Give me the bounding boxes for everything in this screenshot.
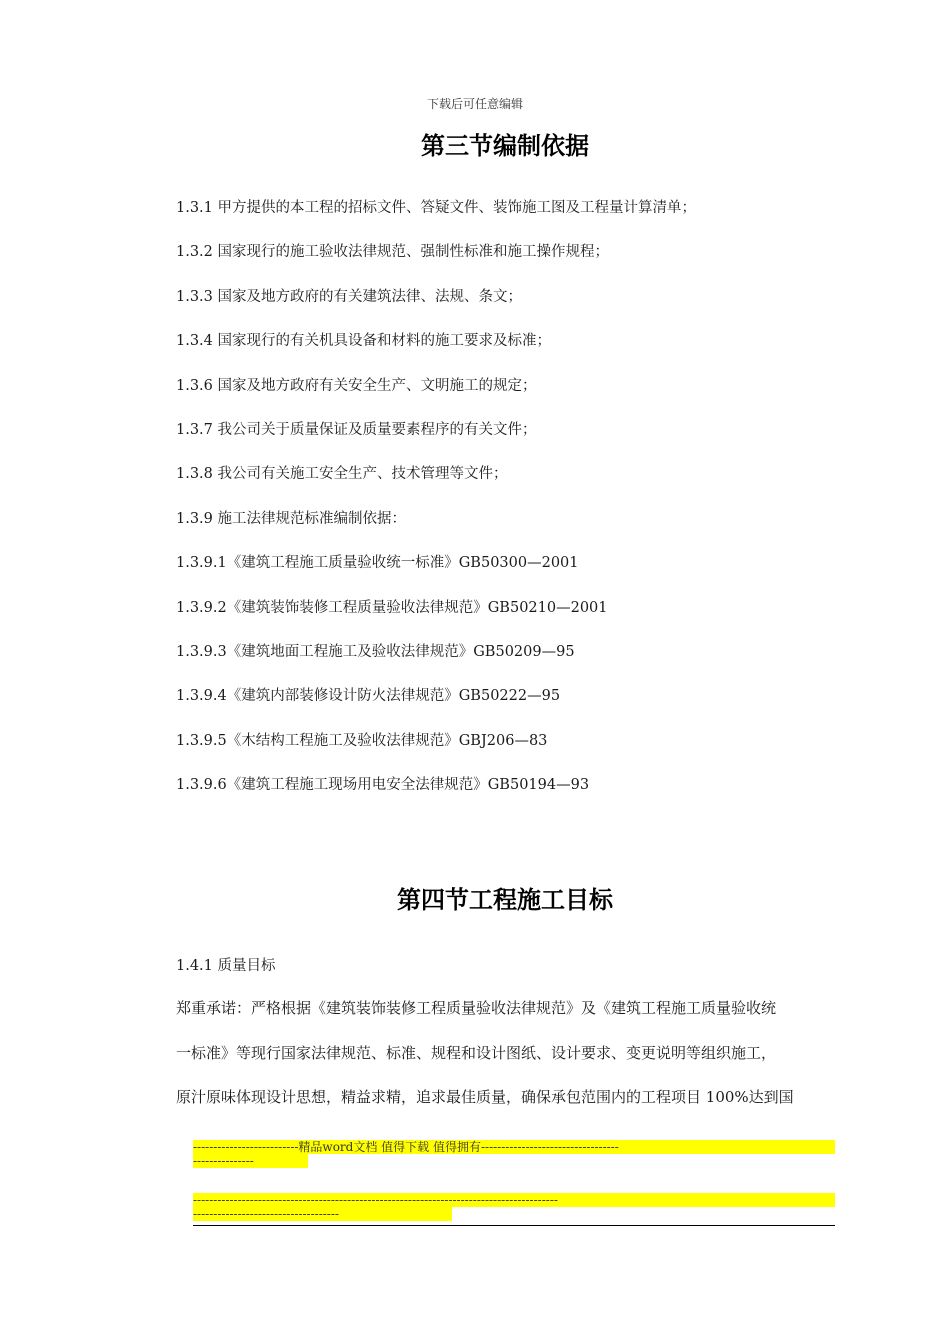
basis-item: 1.3.7 我公司关于质量保证及质量要素程序的有关文件； [176,421,537,438]
standard-item: 1.3.9.5《木结构工程施工及验收法律规范》GBJ206—83 [176,732,548,749]
basis-item: 1.3.2 国家现行的施工验收法律规范、强制性标准和施工操作规程； [176,244,610,261]
basis-item: 1.3.4 国家现行的有关机具设备和材料的施工要求及标准； [176,333,552,350]
standard-item: 1.3.9.2《建筑装饰装修工程质量验收法律规范》GB50210—2001 [176,599,608,616]
basis-item: 1.3.9 施工法律规范标准编制依据： [176,510,407,527]
standard-item: 1.3.9.4《建筑内部装修设计防火法律规范》GB50222—95 [176,688,561,705]
quality-goal-paragraph [176,997,866,1131]
footer-dash-line: --------------- [193,1154,308,1168]
footer-banner-text: --------------------------精品word文档 值得下载 值得拥有---------------------------------- [193,1140,835,1154]
header-note: 下载后可任意编辑 [426,97,523,111]
section-4-title: 第四节工程施工目标 [397,886,613,914]
paragraph-line: 原汁原味体现设计思想，精益求精，追求最佳质量，确保承包范围内的工程项目 100%达到国 [176,1088,794,1106]
footer-dash-line: ------------------------------------ [193,1207,452,1221]
footer-dash-line: ------------------------------------------------------------------------------------------ [193,1193,835,1207]
basis-list [176,198,696,819]
basis-item: 1.3.1 甲方提供的本工程的招标文件、答疑文件、装饰施工图及工程量计算清单； [176,200,697,216]
basis-item: 1.3.8 我公司有关施工安全生产、技术管理等文件； [176,466,508,483]
section-3-title: 第三节编制依据 [421,132,589,160]
standard-item: 1.3.9.6《建筑工程施工现场用电安全法律规范》GB50194—93 [176,777,590,794]
basis-item: 1.3.3 国家及地方政府的有关建筑法律、法规、条文； [176,288,523,305]
standard-item: 1.3.9.3《建筑地面工程施工及验收法律规范》GB50209—95 [176,643,575,660]
paragraph-line: 郑重承诺：严格根据《建筑装饰装修工程质量验收法律规范》及《建筑工程施工质量验收统 [176,999,777,1017]
footer-rule [193,1225,835,1226]
basis-item: 1.3.6 国家及地方政府有关安全生产、文明施工的规定； [176,377,537,394]
standard-item: 1.3.9.1《建筑工程施工质量验收统一标准》GB50300—2001 [176,555,579,572]
paragraph-line: 一标准》等现行国家法律规范、标准、规程和设计图纸、设计要求、变更说明等组织施工， [176,1043,777,1062]
footer-watermark [193,1140,835,1221]
quality-goal-heading: 1.4.1 质量目标 [176,958,276,974]
